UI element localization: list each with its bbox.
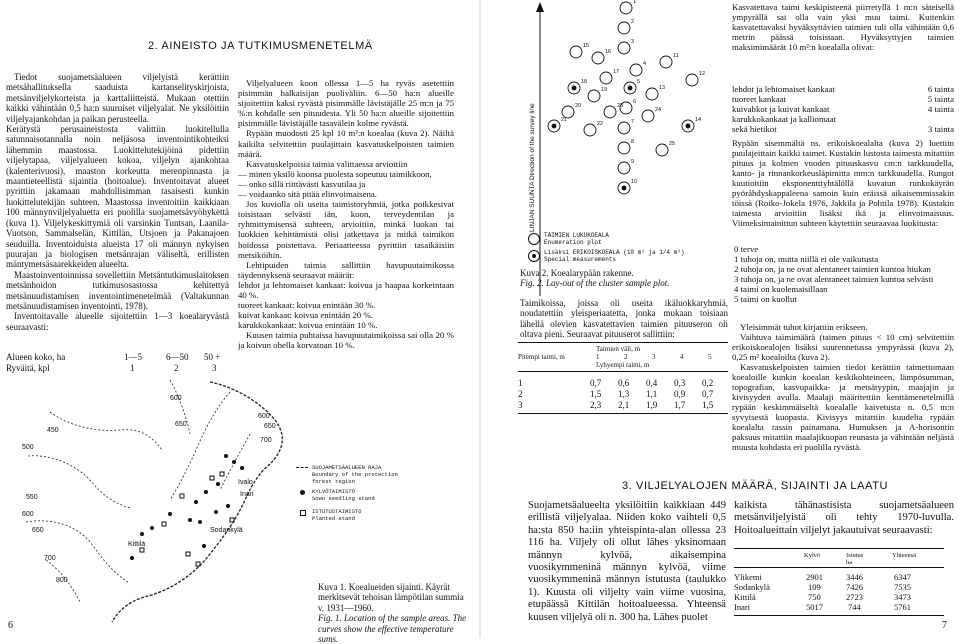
special-plot-marker — [622, 186, 626, 190]
plot-circle — [642, 110, 654, 122]
paragraph: Kuusen taimia puhtaissa havupuutaimikoissa sai olla 20 % ja koivun ohella korvatoan 10 %. — [238, 330, 454, 351]
paragraph: Kasvatuskelpoisia taimia valittaessa arvioitiin — [246, 158, 408, 169]
cell: 0,2 — [702, 378, 714, 388]
plot-circle — [618, 162, 630, 174]
list-item: lehdot ja lehtomaiset kankaat 6 tainta — [732, 84, 954, 94]
contour-label: 650 — [32, 527, 44, 534]
plot-number: 3 — [631, 39, 635, 45]
plot-circle — [592, 52, 604, 64]
left-column-1 — [6, 72, 229, 332]
plot-circle — [620, 2, 632, 14]
section-3-paragraph: Suojametsäalueelta yksilöitiin kaikkiaan 449 erillistä viljelyalaa. Niiden koko vaihteli 0,5 ha:sta 850 ha:iin yhteispinta-alan ollessa 23 116 ha. Viljely oli ollut lähes yksinomaan männyn kylvöä, aikaisempina vuosikymmeninä männyn kylvöä, viime vuosikymmeninä männyn istutusta (taulukko 1). Kuusta oli viljelty vain viime vuosina, etupäässä Kittilän hoitoalueessa. Yhteensä kuusen viljelyä oli n. 300 ha. Lähes puolet — [528, 500, 726, 623]
plot-number: 25 — [669, 141, 676, 147]
axis-label-fi: LINJAN SUUNTA — [529, 181, 536, 232]
contour-label: 600 — [170, 395, 182, 402]
plot-circle — [686, 74, 698, 86]
table-row — [6, 352, 229, 363]
row-label: 2 — [518, 389, 523, 399]
plot-number: 7 — [631, 119, 635, 125]
contour-label: 800 — [56, 577, 68, 584]
plot-number: 14 — [695, 117, 702, 123]
legend-item-enumeration — [526, 233, 686, 249]
legend-sublabel: Special measurements — [544, 256, 617, 263]
caption-en: Fig. 1. Location of the sample areas. The curves show the effective temperature sums. — [318, 613, 467, 644]
list-item: sekä hietikot 3 tainta — [732, 124, 954, 134]
contour-label: 700 — [44, 555, 56, 562]
header-cell: Yhteensä — [892, 552, 917, 559]
paragraph: Inventoitavalle alueelle sijoitettiin 1—3 koealaryvästä seuraavasti: — [6, 311, 229, 332]
height-difference-table — [518, 342, 728, 414]
header-cell: 5 — [708, 353, 712, 361]
contour-label: 500 — [22, 444, 34, 451]
district-table — [734, 548, 944, 616]
cell: 1,9 — [646, 400, 658, 410]
page-number-right: 7 — [942, 620, 947, 631]
special-plot-marker — [686, 124, 690, 128]
place-label: Sodankylä — [210, 527, 243, 534]
section-3-paragraph-cont: kaikista tähänastisista suojametsäalueen metsänviljelyistä oli tehty 1970-luvulla. Hoitoalueittain viljelyt jakautuivat seuraavasti: — [734, 500, 954, 536]
list-item: lehdot ja lehtomaiset kankaat: koivua ja haapaa korkeintaan 40 %. — [238, 279, 454, 300]
legend-sublabel: Sown seedling stand — [312, 495, 375, 502]
list-item: — minen yksilö koonsa puolesta sopeutuu taimikkoon, — [238, 168, 432, 179]
plot-circle — [600, 72, 612, 84]
list-item: — voidaanko sitä pitää elinvoimaisena. — [238, 189, 378, 200]
plot-circle — [646, 88, 658, 100]
cell: 1 — [130, 363, 135, 373]
sample-area-map — [20, 372, 310, 624]
cell: 1,3 — [618, 389, 630, 399]
map-legend — [298, 465, 408, 529]
legend-item-boundary — [298, 465, 408, 489]
legend-label: SUOJAMETSÄALUEEN RAJA — [312, 464, 382, 471]
plot-circle — [618, 122, 630, 134]
legend-label: ISTUTUSTAIMISTO — [312, 508, 362, 515]
list-item: tuoreet kankaat: koivua enintään 30 %. — [238, 300, 376, 311]
caption-fi: Kuva 1. Koealueiden sijainti. Käyrät merkitsevät tehoisan lämpötilan summia v. 1931—1960. — [318, 582, 464, 613]
map-caption — [318, 582, 468, 644]
plot-number: 15 — [583, 43, 590, 49]
special-plot-marker — [552, 124, 556, 128]
cell: 1,5 — [702, 400, 714, 410]
plot-number: 23 — [617, 103, 624, 109]
header-cell: Istutus ha — [846, 552, 864, 566]
table-row — [518, 400, 728, 411]
plot-circle — [656, 144, 668, 156]
plot-number: 16 — [605, 49, 612, 55]
plot-number: 8 — [631, 139, 635, 145]
diagram-paragraph: Taimikoissa, joissa oli useita ikäluokkaryhmiä, noudatettiin yleisperiaatetta, jonka mukaan toisiaan lähellä olevien kasvatettavien taimien pituuseron oli oltava pieni. Seuraavat pituuserot sallittiin: — [520, 298, 728, 340]
plot-number: 24 — [655, 107, 662, 113]
legend-label: KYLVÖTAIMISTO — [312, 488, 355, 495]
cell: 1,5 — [590, 389, 602, 399]
boundary-line-icon — [296, 467, 308, 468]
legend-label: Lisäksi ERIKOISKOEALA (10 m² ja 1/4 m²) — [544, 249, 685, 256]
header-cell: Taimien väli, m — [596, 345, 641, 353]
contour-label: 450 — [47, 427, 59, 434]
cell: 0,7 — [590, 378, 602, 388]
header-cell: Pitempi taimi, m — [518, 353, 565, 361]
table-row: Ylikemi 2901 3446 6347 — [734, 572, 911, 582]
cell: 0,7 — [702, 389, 714, 399]
plot-circle — [630, 64, 642, 76]
place-label: Ivalo — [238, 479, 253, 486]
axis-label-en: Direction of the survey line — [529, 103, 536, 180]
contour-label: 650 — [264, 423, 276, 430]
plot-number: 1 — [633, 0, 637, 5]
plot-circle — [618, 142, 630, 154]
diagram-caption — [520, 268, 669, 289]
page-gutter — [479, 0, 481, 638]
table-header — [734, 549, 944, 567]
table-row: Sodankylä 109 7426 7535 — [734, 582, 911, 592]
cell: 0,3 — [674, 378, 686, 388]
paragraph: Rypään muodosti 25 kpl 10 m²:n koealaa (kuva 2). Näiltä kaikilta selvitettiin puulajittain kasvatuskelpoisten taimien määrä. — [238, 128, 454, 159]
size-table — [6, 352, 229, 374]
special-plot-marker — [628, 86, 632, 90]
plot-circle — [660, 56, 672, 68]
left-column-2 — [238, 78, 454, 351]
contour-label: 550 — [26, 494, 38, 501]
legend-item-special — [526, 249, 686, 267]
site-type-list — [732, 84, 954, 134]
contour-label: 600 — [258, 413, 270, 420]
plot-number: 5 — [637, 79, 641, 85]
plot-number: 11 — [673, 53, 679, 59]
list-item: karukkokankaat: koivua enintään 10 %. — [238, 320, 378, 331]
cell: 1,1 — [646, 389, 658, 399]
cell: 3 — [212, 363, 217, 373]
plot-number: 13 — [659, 85, 666, 91]
contour-label: 650 — [175, 421, 187, 428]
paragraph: Lehtipuiden taimia sallittiin havupuutaimikossa täydennyksenä seuraavat määrät: — [238, 259, 454, 280]
table-subheader — [518, 361, 728, 370]
list-item: tuoreet kankaat 5 tainta — [732, 94, 954, 104]
paragraph: Tiedot suojametsäalueen viljelyistä kerättiin metsähallituksella saaduista kartanselityskirjoista, metsänviljelykorteista ja karttaliitteistä. Mukaan otettiin kaikki vähintään 0,5 ha:n suuruiset viljelyalat. Ne yksilöitiin viljelyajankohdan ja paikan perusteella. — [6, 72, 229, 124]
row-label: 3 — [518, 400, 523, 410]
plot-circle — [588, 90, 600, 102]
right-column-paragraph: Yleisimmät tuhot kirjattiin erikseen. Vaihtuva taimimäärä (taimen pituus < 10 cm) selvitettiin erikoiskoealojen lisäksi suurennetussa ympyrässä (kuva 2), 0,25 m² koealoilta (kuva 2). Kasvatuskelpoisten taimien tiedot kerättiin taimettomaan koealoille kunkin koealan keskikohteineen, lämpösumman, topografian, kasvupaikka- ja metsätyypin, maajajin ja kivisyyden avulla. Maalaji määritettiin kenttämenetelmillä rypään keskimmäiseltä koealalle kaivetusta n. 0,5 m:n syvyisestä kuopasta. Kivisyys mitattiin kuudelta rypään koealalta rassin painamana. Humuksen ja A-horisontin paksuus mitattiin maalajikuopan reunasta ja vähintään neljästä muusta kohdasta eri puolilla ryvästä. — [732, 322, 954, 452]
cell: 1—5 — [124, 352, 142, 362]
plot-number: 9 — [631, 159, 635, 165]
paragraph: Jos kuviolla oli useita taimistoryhmiä, jotka poikkesivat toisistaan selvästi iän, koon, terveydentilan ja ryhmittymisensä suhteen, arvioitiin, minkä luokan tai luokkien kehittämistä olisi jatkettava ja mitkä taimikon hoidossa poistettava. Periaatteessa pyrittiin tasaikäisiin metsiköihin. — [238, 199, 454, 260]
plot-circle — [618, 42, 630, 54]
header-cell: Kylvö — [804, 552, 821, 559]
square-icon — [300, 510, 306, 516]
list-item: 3 tuhoja on, ja ne ovat alentaneet taimien kuntoa selvästi — [734, 274, 934, 284]
table-row: Kittilä 750 2723 3473 — [734, 592, 911, 602]
plot-circle-icon — [528, 233, 540, 245]
section-title-3: 3. VILJELYALOJEN MÄÄRÄ, SIJAINTI JA LAATU — [622, 480, 889, 492]
table-header-top — [518, 345, 728, 353]
list-item: — onko sillä riittävästi kasvutilaa ja — [238, 178, 366, 189]
list-item: kuivahkot ja kuivat kankaat 4 tainta — [732, 104, 954, 114]
cell: 0,6 — [618, 378, 630, 388]
right-column-top-paragraph: Kasvatettava taimi keskipisteenä piirretyllä 1 m:n säteisellä ympyrällä sai olla vain yksi muu taimi. Kuitenkin kasvatettavaksi hyväksyttävien taimien tuli olla vähintään 0,6 metrin päässä toisistaan. Hyväksyttyjen taimien maksimimäärät 10 m²:n koealalla olivat: — [732, 2, 954, 52]
paragraph: Maastoinventoinnissa sovellettiin Metsäntutkimuslaitoksen metsänhoidon tutkimusosastossa kehitettyä metsänuudistamisen inventointimenetelmää (Valtakunnan metsänuudistamisen inventointi, 1978). — [6, 269, 229, 311]
plot-number: 4 — [643, 61, 647, 67]
plot-number: 6 — [633, 99, 637, 105]
plot-circle — [584, 124, 596, 136]
legend-sublabel: Enumeration plot — [544, 239, 602, 246]
list-item: karukkokankaat ja kalliomaat — [732, 114, 837, 124]
caption-en: Fig. 2. Lay-out of the cluster sample plot. — [520, 278, 670, 289]
plot-number: 22 — [597, 121, 604, 127]
cell: 0,9 — [674, 389, 686, 399]
row-label: Alueen koko, ha — [6, 352, 66, 362]
cell: 2 — [174, 363, 179, 373]
place-label: Kittilä — [128, 541, 146, 548]
cell: 2,3 — [590, 400, 602, 410]
plot-circle — [604, 106, 616, 118]
list-item: 4 taimi on kuolemaisillaan — [734, 284, 828, 294]
plot-number: 18 — [581, 79, 588, 85]
plot-number: 2 — [631, 19, 635, 25]
dot-icon — [300, 490, 305, 495]
header-cell: 1 — [596, 353, 600, 361]
section-title-2: 2. AINEISTO JA TUTKIMUSMENETELMÄ — [148, 40, 373, 52]
place-label: Inari — [240, 491, 254, 498]
legend-item-sown — [298, 489, 408, 509]
contour-label: 600 — [22, 511, 34, 518]
plot-number: 17 — [613, 69, 620, 75]
plot-number: 20 — [575, 103, 582, 109]
vigor-class-list — [734, 244, 954, 304]
cell: 0,4 — [646, 378, 658, 388]
cell: 1,7 — [674, 400, 686, 410]
caption-fi: Kuva 2. Koealarypään rakenne. — [520, 268, 634, 278]
row-label: 1 — [518, 378, 523, 388]
paragraph: Kerätystä perusaineistosta valittiin luokitellulla satunnaisotannalla noin neljäsosa inventointikohteiksi lähemmin maastossa. Luokittelutekijöinä pidettiin viljelytapaa, viljelyalueen kokoa, viljelyn ajankohtaa (kalenterivuosi), maaston korkeutta merenpinnasta ja maantieteellistä sijaintia (hoitoalue). Inventoitavat alueet pyrittiin jakamaan mahdollisimman tasaisesti kunkin luokittelutekijän suhteen. Maastossa inventoitiin kaikkiaan 100 männynviljelyaluetta eri puolilla suojametsävyöhykettä (kuva 1). Viljelykeskittymiä oli varsinkin Tuntsan, Laanila-Vuotson, Sammalselän, Kittilän, Utsjoen ja Pakanajoen seuduilla. Inventoiduista alueista 17 oli männyn nykyisen puurajan ja biologisen metsänrajan väliseltä, erillisten mäntymetsäsaarekkeiden alueelta. — [6, 124, 229, 270]
plot-circle — [618, 22, 630, 34]
legend-item-planted — [298, 509, 408, 529]
plot-number: 21 — [561, 117, 568, 123]
list-item: 5 taimi on kuollut — [734, 294, 797, 304]
header-cell: 2 — [624, 353, 628, 361]
list-item: 2 tuhoja on, ja ne ovat alentaneet taimien kuntoa hiukan — [734, 264, 931, 274]
header-cell: 4 — [680, 353, 684, 361]
row-label: Ryväitä, kpl — [6, 363, 50, 373]
list-item: kuivat kankaat: koivua enintään 20 %. — [238, 310, 373, 321]
cell: 50 + — [204, 352, 221, 362]
paragraph: Viljelyalueen koon ollessa 1—5 ha ryväs asetettiin pisimmän halkaisijan puoliväliin. 6—50 ha:n alueille sijoitettiin kaksi ryvästä pisimmälle lävistäjälle 25 m:n ja 75 %:n kohdalle sen pituudesta. Yli 50 ha:n alueille sijoitettiin pisimmälle lävistäjälle tasavälein kolme ryvästä. — [238, 78, 454, 129]
header-cell: 3 — [652, 353, 656, 361]
plot-circle — [570, 46, 582, 58]
table-header — [518, 353, 728, 361]
legend-label: TAIMIEN LUKUKOEALA — [544, 232, 609, 239]
table-row: Inari 5017 744 5761 — [734, 602, 911, 612]
plot-number: 12 — [699, 71, 706, 77]
legend-sublabel: Boundary of the protection forest region — [312, 471, 398, 485]
diagram-legend — [526, 233, 686, 267]
page-number-left: 6 — [8, 620, 13, 631]
table-row — [518, 378, 728, 389]
list-item: 0 terve — [734, 244, 759, 254]
contour-label: 700 — [260, 437, 272, 444]
cell: 6—50 — [166, 352, 189, 362]
plot-number: 19 — [601, 87, 608, 93]
plot-number: 10 — [631, 179, 638, 185]
header-cell: Lyhyempi taimi, m — [596, 361, 650, 369]
list-item: 1 tuhoja on, mutta niillä ei ole vaikutusta — [734, 254, 879, 264]
right-column-paragraph: Rypään sisemmältä ns. erikoiskoealalta (kuva 2) luettiin puulajeittain kaikki taimet. Kustakin lustosta taimesta mitattiin pituus ja kolmen vuoden pituuskasvu cm:n tarkkuudella, kanto- ja rinnankorkeusläpimitta mm:n tarkkuudella. Rungot kuutioitiin eksponenttiyhtälöllä kuvatun runkokäyrän pyöråhdyskappaleena samoin kuin eräissä aikaisemmissakin töissä (Roiko-Jokela 1976, Jakkila ja Pohtila 1978). Kustakin taimesta arvioitiin lisäksi ikä ja elinvoimaisuus. Viimeksimainittun suhteen käytettiin seuraavaa luokitusta: — [732, 138, 954, 228]
special-plot-marker — [572, 86, 576, 90]
special-plot-icon — [528, 250, 540, 262]
cell: 2,1 — [618, 400, 630, 410]
legend-sublabel: Planted stand — [312, 515, 355, 522]
table-row — [518, 389, 728, 400]
